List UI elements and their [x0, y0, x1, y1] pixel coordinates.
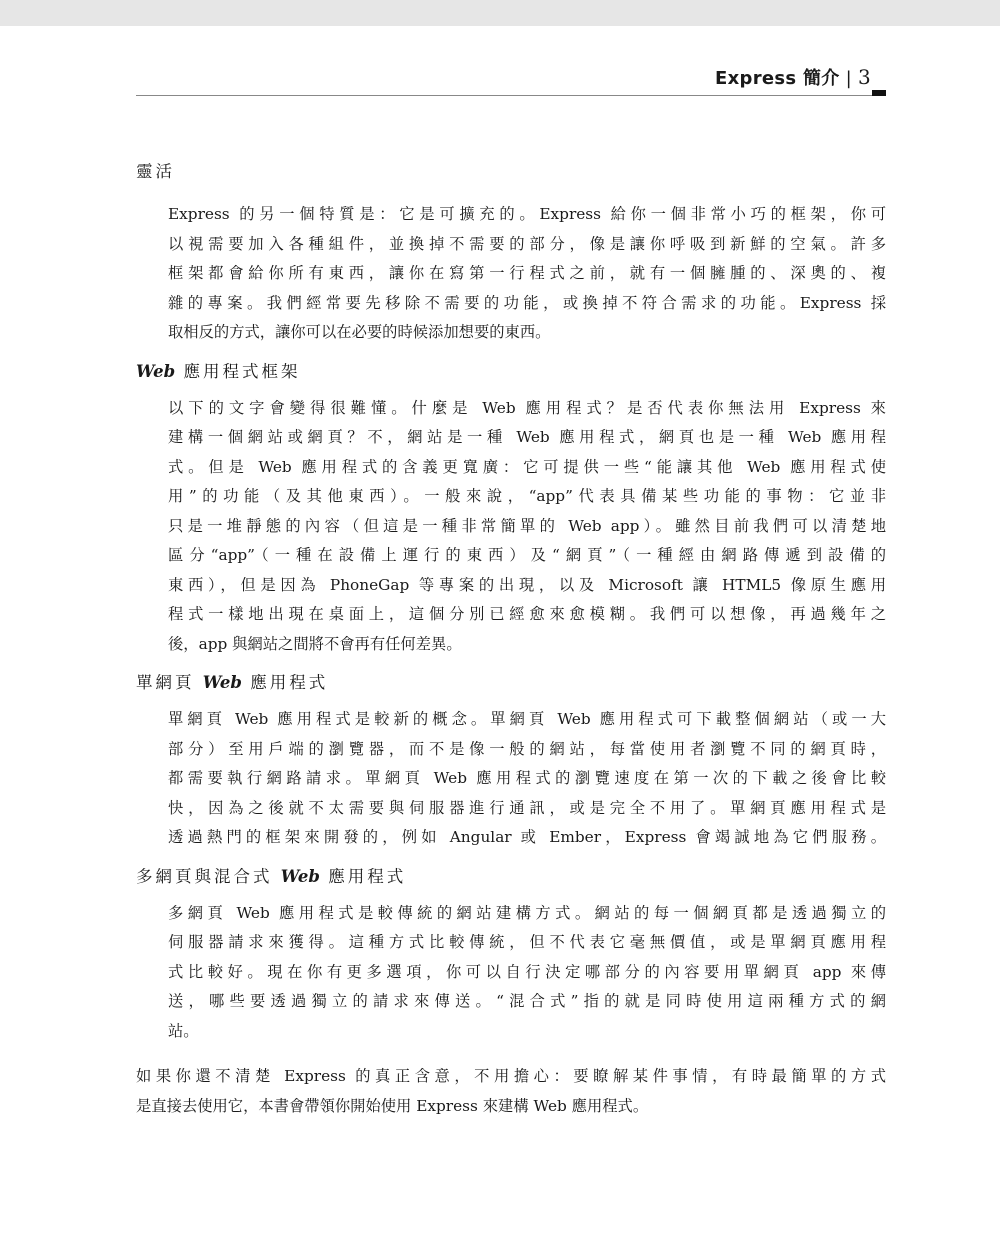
section-title-prefix: 多網頁與混合式	[136, 866, 273, 886]
text-line: 快，因為之後就不太需要與伺服器進行通訊，或是完全不用了。單網頁應用程式是	[168, 798, 886, 817]
section-title-en: Web	[280, 866, 320, 886]
text-line: 式。但是 Web 應用程式的含義更寬廣：它可提供一些“能讓其他 Web 應用程式使	[168, 457, 886, 476]
section-title-zh: 應用程式	[250, 673, 329, 692]
text-line: 用”的功能（及其他東西）。一般來說，“app”代表具備某些功能的事物：它並非	[168, 487, 886, 505]
text-line: 以視需要加入各種組件，並換掉不需要的部分，像是讓你呼吸到新鮮的空氣。許多	[168, 234, 886, 253]
text-line: 雜的專案。我們經常要先移除不需要的功能，或換掉不符合需求的功能。Express 採	[168, 293, 886, 312]
page-content	[136, 158, 886, 1121]
text-line: 單網頁 Web 應用程式是較新的概念。單網頁 Web 應用程式可下載整個網站（或一大	[168, 710, 886, 728]
section-title-multi-page	[136, 863, 886, 891]
chapter-title: Express 簡介	[715, 68, 840, 89]
text-line: 如果你還不清楚 Express 的真正含意，不用擔心：要瞭解某件事情，有時最簡單的方式	[136, 1067, 886, 1085]
section-title-flexible: 靈活	[136, 162, 175, 181]
closing-paragraph	[136, 1062, 886, 1121]
text-line: 程式一樣地出現在桌面上，這個分別已經愈來愈模糊。我們可以想像，再過幾年之	[168, 605, 886, 623]
section-title-web-framework	[136, 358, 886, 386]
paragraph-web-framework	[168, 394, 886, 660]
text-line: 站。	[168, 1021, 199, 1040]
text-line: 部分）至用戶端的瀏覽器，而不是像一般的網站，每當使用者瀏覽不同的網頁時，	[168, 739, 886, 758]
text-line: 式比較好。現在你有更多選項，你可以自行決定哪部分的內容要用單網頁 app 來傳	[168, 962, 886, 981]
paragraph-flexible	[168, 200, 886, 348]
text-line: 取相反的方式，讓你可以在必要的時候添加想要的東西。	[168, 323, 551, 341]
text-line: 區分“app”（一種在設備上運行的東西）及“網頁”（一種經由網路傳遞到設備的	[168, 546, 886, 564]
section-title-zh: 應用程式	[328, 866, 407, 886]
section-title-prefix: 單網頁	[136, 673, 195, 692]
text-line: 以下的文字會變得很難懂。什麼是 Web 應用程式？是否代表你無法用 Express 來	[168, 398, 886, 417]
section-title-en: Web	[202, 673, 242, 692]
text-line: 透過熱門的框架來開發的，例如 Angular 或 Ember，Express 會竭誠地為它們服務。	[168, 828, 886, 846]
page-number: 3	[857, 65, 871, 89]
header-text	[715, 64, 871, 90]
running-header	[0, 0, 1000, 100]
header-marker	[872, 90, 886, 96]
text-line: 都需要執行網路請求。單網頁 Web 應用程式的瀏覽速度在第一次的下載之後會比較	[168, 769, 886, 787]
section-title-en: Web	[136, 361, 176, 381]
section-title-zh: 應用程式框架	[183, 361, 301, 381]
text-line: 多網頁 Web 應用程式是較傳統的網站建構方式。網站的每一個網頁都是透過獨立的	[168, 903, 886, 922]
text-line: 伺服器請求來獲得。這種方式比較傳統，但不代表它毫無價值，或是單網頁應用程	[168, 933, 886, 951]
paragraph-multi-page	[168, 899, 886, 1047]
text-line: 送，哪些要透過獨立的請求來傳送。“混合式”指的就是同時使用這兩種方式的網	[168, 992, 886, 1010]
section-title-single-page	[136, 669, 886, 697]
text-line: 建構一個網站或網頁？不，網站是一種 Web 應用程式，網頁也是一種 Web 應用程	[168, 428, 886, 446]
paragraph-single-page	[168, 705, 886, 853]
text-line: 東西），但是因為 PhoneGap 等專案的出現，以及 Microsoft 讓 HTML5 像原生應用	[168, 575, 886, 594]
text-line: 後，app 與網站之間將不會再有任何差異。	[168, 634, 462, 653]
text-line: 是直接去使用它，本書會帶領你開始使用 Express 來建構 Web 應用程式。	[136, 1096, 649, 1115]
text-line: 只是一堆靜態的內容（但這是一種非常簡單的 Web app）。雖然目前我們可以清楚地	[168, 516, 886, 535]
text-line: 框架都會給你所有東西，讓你在寫第一行程式之前，就有一個臃腫的、深奧的、複	[168, 264, 886, 282]
header-separator: |	[845, 68, 852, 89]
header-rule	[136, 95, 886, 96]
text-line: Express 的另一個特質是：它是可擴充的。Express 給你一個非常小巧的框架，你可	[168, 205, 886, 223]
